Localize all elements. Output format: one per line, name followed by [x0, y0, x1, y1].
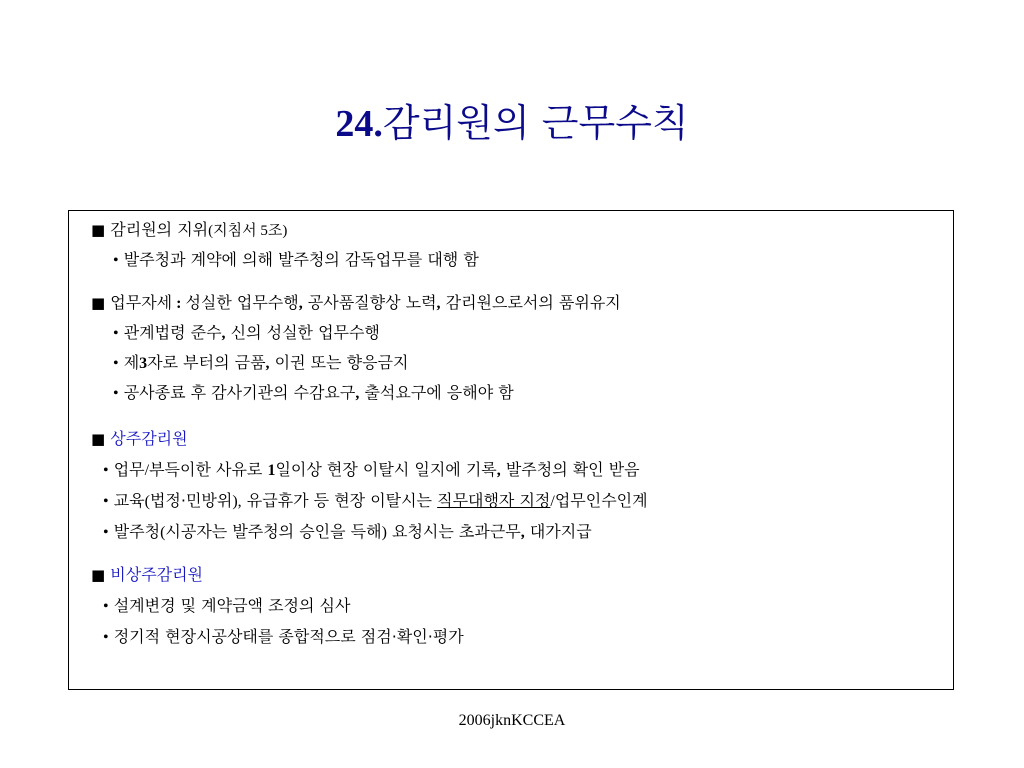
resident-item-1-a: 업무 [113, 460, 145, 479]
attitude-item-1-b: 신의 성실한 업무수행 [225, 323, 380, 342]
slide-title [0, 101, 1024, 145]
resident-item-2 [103, 490, 648, 512]
nonresident-item-2-text: 정기적 현장시공상태를 종합적으로 점검·확인·평가 [113, 627, 464, 646]
resident-item-2-c: 유급휴가 등 현장 이탈시는 [241, 491, 438, 510]
resident-item-3-paren-close: ) [381, 524, 387, 541]
attitude-heading-d: 감리원으로서의 품위유지 [440, 293, 621, 312]
resident-item-3-b: 시공자는 발주청의 승인을 득해 [165, 522, 382, 541]
resident-item-2-a: 교육 [113, 491, 145, 510]
section-attitude-heading [91, 292, 621, 314]
attitude-heading-c: 공사품질향상 노력 [302, 293, 437, 312]
resident-item-2-b: 법정·민방위 [149, 491, 233, 510]
resident-item-3 [103, 521, 592, 543]
bullet-icon: • [113, 355, 119, 372]
title-text: 감리원의 근무수칙 [382, 101, 689, 145]
attitude-item-1-comma: , [221, 325, 226, 342]
attitude-comma1: , [298, 295, 303, 312]
bullet-icon: • [113, 385, 119, 402]
bullet-icon: • [113, 252, 119, 269]
status-heading-text: 감리원의 지위 [110, 220, 209, 239]
nonresident-item-1-text: 설계변경 및 계약금액 조정의 심사 [113, 596, 351, 615]
resident-item-1-slash: / [144, 462, 150, 479]
square-bullet-icon: ■ [91, 221, 106, 239]
resident-item-3-paren-open: ( [160, 524, 166, 541]
bullet-icon: • [103, 462, 109, 479]
attitude-item-3-comma: , [355, 385, 360, 402]
attitude-heading-a: 업무자세 [110, 293, 173, 312]
resident-item-3-a: 발주청 [113, 522, 161, 541]
attitude-item-2-num: 3 [139, 355, 148, 372]
bullet-icon: • [113, 325, 119, 342]
square-bullet-icon: ■ [91, 430, 106, 448]
nonresident-heading-text: 비상주감리원 [110, 565, 204, 584]
bullet-icon: • [103, 598, 109, 615]
resident-item-1 [103, 459, 640, 481]
attitude-item-2-comma: , [265, 355, 270, 372]
attitude-item-2-b: 자로 부터의 금품 [147, 353, 266, 372]
attitude-item-3 [113, 382, 514, 404]
resident-item-1-comma: , [496, 462, 501, 479]
section-nonresident-heading [91, 564, 203, 586]
resident-item-2-slash: / [550, 493, 555, 510]
square-bullet-icon: ■ [91, 294, 106, 312]
square-bullet-icon: ■ [91, 566, 106, 584]
attitude-item-3-a: 공사종료 후 감사기관의 수감요구 [123, 383, 356, 402]
status-item [113, 249, 479, 271]
footer-text: 2006jknKCCEA [458, 712, 566, 729]
nonresident-item-2 [103, 626, 464, 648]
resident-item-2-underlined: 직무대행자 지정 [437, 491, 551, 510]
status-item-text: 발주청과 계약에 의해 발주청의 감독업무를 대행 함 [123, 250, 479, 269]
bullet-icon: • [103, 524, 109, 541]
section-status-heading [91, 219, 287, 241]
attitude-item-2 [113, 352, 408, 374]
title-number: 24. [335, 103, 383, 145]
resident-item-2-paren-close: ), [232, 493, 242, 510]
attitude-item-1 [113, 322, 380, 344]
resident-heading-text: 상주감리원 [110, 429, 188, 448]
bullet-icon: • [103, 629, 109, 646]
attitude-item-1-a: 관계법령 준수 [123, 323, 222, 342]
attitude-item-2-c: 이권 또는 향응금지 [269, 353, 409, 372]
section-resident-heading [91, 428, 188, 450]
bullet-icon: • [103, 493, 109, 510]
status-reference: (지침서 5조) [208, 223, 288, 239]
content-box [68, 210, 954, 690]
resident-item-1-d: 발주청의 확인 받음 [500, 460, 640, 479]
resident-item-2-d: 업무인수인계 [554, 491, 648, 510]
resident-item-3-c: 요청시는 초과근무 [386, 522, 521, 541]
attitude-item-2-a: 제 [123, 353, 140, 372]
resident-item-1-b: 부득이한 사유로 [149, 460, 268, 479]
attitude-item-3-b: 출석요구에 응해야 함 [359, 383, 514, 402]
resident-item-2-paren-open: ( [144, 493, 150, 510]
resident-item-1-c: 일이상 현장 이탈시 일지에 기록 [275, 460, 497, 479]
attitude-comma2: , [436, 295, 441, 312]
resident-item-3-comma: , [520, 524, 525, 541]
resident-item-1-num: 1 [267, 462, 276, 479]
attitude-colon: : [172, 295, 186, 312]
attitude-heading-b: 성실한 업무수행 [185, 293, 299, 312]
nonresident-item-1 [103, 595, 350, 617]
resident-item-3-d: 대가지급 [524, 522, 592, 541]
